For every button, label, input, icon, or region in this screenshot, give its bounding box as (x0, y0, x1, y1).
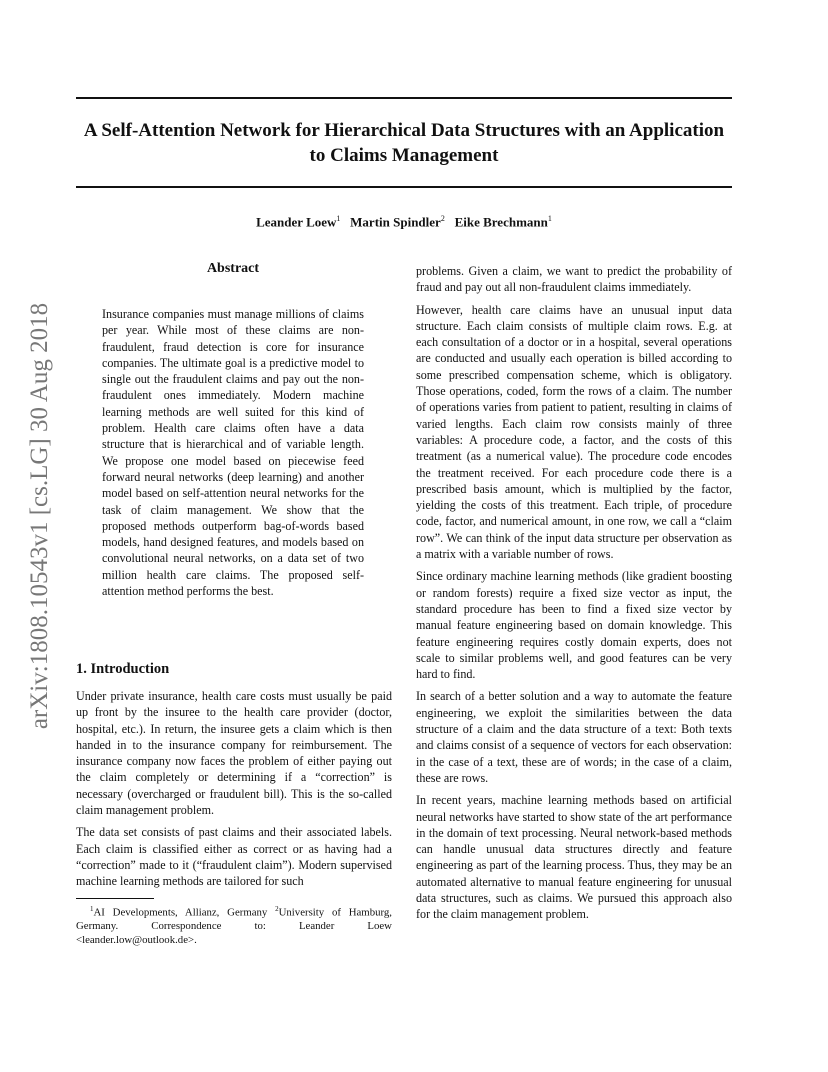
right-column-body (416, 263, 732, 929)
footnote-mark-1: 1 (90, 905, 94, 913)
author-name: Eike Brechmann (454, 214, 548, 230)
correspondence-note: Correspondence to: Leander Loew <leander.low@outlook.de>. (76, 920, 392, 947)
body-paragraph: In search of a better solution and a way to automate the feature engineering, we exploit the similarities between the data structure of a claim and the data structure of a text: Both texts and claims consist of a sequence of vectors for each observation: in the case of a text, these are of words; in the case of a claim, these are rows. (416, 689, 732, 785)
body-paragraph: Under private insurance, health care costs must usually be paid up front by the insuree to the health care provider (doctor, hospital, etc.). In return, the insuree gets a claim which is then handed in to the insurance company for reimbursement. The insurance company now faces the problem of either paying out the claim completely or determining if a “correction” is necessary (overcharged or fraudulent bill). This is the so-called claim management problem. (76, 689, 392, 818)
bottom-title-rule (76, 186, 732, 188)
footnote-mark-2: 2 (275, 905, 279, 913)
paper-title (76, 118, 732, 168)
title-line-2: to Claims Management (309, 145, 499, 166)
section-heading-introduction: 1. Introduction (76, 661, 170, 677)
title-line-1: A Self-Attention Network for Hierarchical Data Structures with an Application (83, 120, 725, 141)
affiliation-2: University of Hamburg, Germany. (76, 906, 393, 933)
author-affiliation-mark: 1 (547, 214, 552, 223)
affiliation-footnote (76, 903, 392, 948)
body-paragraph: The data set consists of past claims and their associated labels. Each claim is classified either as correct or as having had a “correction” made to it (“fraudulent claim”). Modern supervised machine learning methods are tailored for such (76, 825, 392, 889)
body-paragraph: However, health care claims have an unusual input data structure. Each claim consists of multiple claim rows. E.g. at each consultation of a doctor or in a hospital, several operations are conducted and usually each operation is billed according to some prescribed compensation scheme, which is obligatory. Those operations, coded, form the rows of a claim. The number of operations varies from patient to patient, resulting in claims of varied lengths. Each claim row consists mainly of three variables: A procedure code, a factor, and the costs of this treatment (as a numerical value). The procedure code encodes the treatment received. For each procedure code there is a prescribed basis amount, which is multiplied by the factor, yielding the costs of this treatment. Each triple, of procedure code, factor, and numerical amount, in one row, we call a “claim row”. We can think of the input data structure per observation as a matrix with a variable number of rows. (416, 302, 732, 562)
body-paragraph: Since ordinary machine learning methods (like gradient boosting or random forests) require a fixed size vector as input, the standard procedure has been to find a fixed size vector by manual feature engineering based on domain knowledge. This feature engineering requires costly domain experts, does not scale to similar problems well, and good features can be very hard to find. (416, 569, 732, 682)
author-affiliation-mark: 2 (440, 214, 445, 223)
author-list (76, 214, 732, 230)
author-name: Martin Spindler (350, 214, 441, 230)
body-paragraph: In recent years, machine learning methods based on artificial neural networks have started to show state of the art performance in the domain of text processing. Neural network-based methods can handle unusual data structures directly and feature engineering as part of the learning process. Thus, they may be an automated alternative to manual feature engineering for unusual data structures, such as claims. We pursued this approach also for the claim management problem. (416, 793, 732, 922)
affiliation-1: AI Developments, Allianz, Germany (93, 906, 268, 919)
abstract-paragraph: Insurance companies must manage millions of claims per year. While most of these claims are non-fraudulent, fraud detection is core for insurance companies. The ultimate goal is a predictive model to single out the fraudulent claims and pay out the non-fraudulent ones immediately. Modern machine learning methods are well suited for this kind of problem. Health care claims often have a data structure that is hierarchical and of variable length. We propose one model based on piecewise feed forward neural networks (deep learning) and another model based on self-attention neural networks for the task of claim management. We show that the proposed methods outperform bag-of-words based models, hand designed features, and models based on convolutional neural networks, on a data set of two million health care claims. The proposed self-attention method performs the best. (102, 307, 364, 599)
arxiv-identifier: arXiv:1808.10543v1 [cs.LG] 30 Aug 2018 (26, 302, 53, 730)
author-affiliation-mark: 1 (336, 214, 341, 223)
body-paragraph: problems. Given a claim, we want to predict the probability of fraud and pay out all non-fraudulent claims immediately. (416, 264, 732, 295)
left-column-body (76, 688, 392, 896)
footnote-rule (76, 898, 154, 899)
arxiv-sidebar (16, 276, 64, 756)
abstract-heading: Abstract (206, 261, 260, 276)
author-name: Leander Loew (256, 214, 337, 230)
top-rule (76, 97, 732, 99)
abstract-text (102, 306, 364, 605)
